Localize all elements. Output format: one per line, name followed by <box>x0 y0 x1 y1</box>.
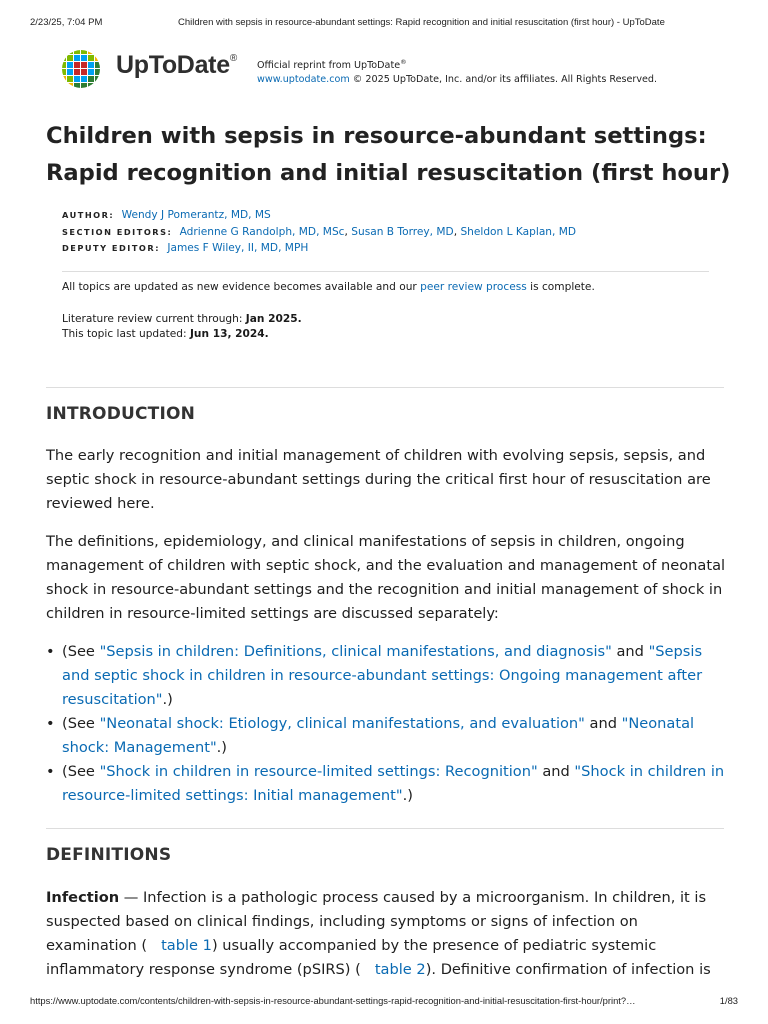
intro-paragraph-1: The early recognition and initial management of children with evolving sepsis, sepsis, and septic shock in resource-abundant settings during the critical first hour of resuscitation are reviewed here. <box>46 447 711 512</box>
literature-review-line <box>62 312 302 327</box>
reprint-line: Official reprint from UpToDate <box>257 60 401 72</box>
bullet-mid: and <box>611 643 649 660</box>
topic-link[interactable]: "Neonatal shock: Etiology, clinical manifestations, and evaluation" <box>99 715 585 732</box>
section-editor-link[interactable]: Adrienne G Randolph, MD, MSc <box>179 225 345 238</box>
topic-link[interactable]: "Sepsis and septic shock in children in resource-abundant settings: Ongoing management after resuscitation" <box>62 643 703 708</box>
infection-text: ) usually accompanied by the presence of pediatric systemic inflammatory response syndrome (pSIRS) ( <box>46 937 657 978</box>
definitions-heading: DEFINITIONS <box>46 845 172 865</box>
bullet-post: .) <box>216 739 228 756</box>
brand-name: UpToDate <box>116 51 230 79</box>
related-topics-list <box>46 640 726 808</box>
infection-term: Infection <box>46 889 120 906</box>
list-item <box>46 712 726 760</box>
uptodate-logo-icon <box>60 48 102 90</box>
section-editors-label: SECTION EDITORS: <box>62 226 173 237</box>
bullet-icon: • <box>46 715 55 732</box>
bullet-icon: • <box>46 643 55 660</box>
print-page-title: Children with sepsis in resource-abundant settings: Rapid recognition and initial resuscitation (first hour) - UpToDate <box>178 17 665 28</box>
author-block <box>62 207 576 257</box>
print-date: 2/23/25, 7:04 PM <box>30 17 103 28</box>
print-header <box>30 17 738 31</box>
infection-text: ). Definitive confirmation of infection is <box>425 961 711 978</box>
update-text-end: is complete. <box>526 281 595 293</box>
topic-link[interactable]: "Shock in children in resource-limited settings: Initial management" <box>62 763 725 804</box>
bullet-post: .) <box>162 691 173 708</box>
lit-value: Jan 2025. <box>245 313 302 325</box>
uptodate-site-link[interactable]: www.uptodate.com <box>257 74 350 86</box>
table-1-link[interactable]: table 1 <box>161 937 212 954</box>
author-label: AUTHOR: <box>62 210 115 220</box>
list-item <box>46 760 726 808</box>
update-notice <box>62 280 722 295</box>
last-updated-value: Jun 13, 2024. <box>189 328 269 340</box>
bullet-mid: and <box>537 763 575 780</box>
divider <box>46 828 724 829</box>
author-link[interactable]: Wendy J Pomerantz, MD, MS <box>121 209 271 221</box>
lit-label: Literature review current through: <box>62 313 246 325</box>
section-editors-row: SECTION EDITORS: Adrienne G Randolph, MD, MSc, Susan B Torrey, MD, Sheldon L Kaplan, MD <box>62 225 577 238</box>
peer-review-link[interactable]: peer review process <box>420 281 527 293</box>
table-2-link[interactable]: table 2 <box>374 961 426 978</box>
registered-mark: ® <box>229 53 237 64</box>
copyright-text: © 2025 UpToDate, Inc. and/or its affiliates. All Rights Reserved. <box>349 74 658 86</box>
last-updated-label: This topic last updated: <box>62 328 190 340</box>
intro-paragraph-2: The definitions, epidemiology, and clinical manifestations of sepsis in children, ongoing management of children with septic shock, and the evaluation and management of neonatal shock in resource-abundant settings and the recognition and initial management of shock in children in resource-limited settings are discussed separately: <box>46 533 726 622</box>
article-title: Children with sepsis in resource-abundant settings: Rapid recognition and initial resuscitation (first hour) <box>46 123 731 186</box>
topic-link[interactable]: "Neonatal shock: Management" <box>62 715 695 756</box>
bullet-pre: (See <box>62 763 100 780</box>
uptodate-wordmark <box>116 51 237 80</box>
bullet-post: .) <box>402 787 413 804</box>
infection-paragraph <box>46 886 726 982</box>
topic-link[interactable]: "Sepsis in children: Definitions, clinical manifestations, and diagnosis" <box>99 643 612 660</box>
last-updated-line <box>62 327 302 342</box>
infection-text: — Infection is a pathologic process caused by a microorganism. In children, it is suspected based on clinical findings, including symptoms or signs of infection on examination ( <box>46 889 707 954</box>
reprint-registered: ® <box>400 58 407 66</box>
bullet-pre: (See <box>62 715 100 732</box>
reprint-notice <box>257 55 657 87</box>
divider <box>46 387 724 388</box>
bullet-pre: (See <box>62 643 100 660</box>
author-row <box>62 207 576 224</box>
section-editor-link[interactable]: Susan B Torrey, MD <box>351 225 454 238</box>
list-item <box>46 640 726 712</box>
divider <box>62 271 709 272</box>
section-editor-link[interactable]: Sheldon L Kaplan, MD <box>460 225 577 238</box>
print-url: https://www.uptodate.com/contents/children-with-sepsis-in-resource-abundant-settings-rapid-recognition-and-initial-resuscitation-first-hour/print?… <box>30 995 636 1006</box>
deputy-editor-label: DEPUTY EDITOR: <box>62 243 160 254</box>
bullet-mid: and <box>584 715 622 732</box>
update-text: All topics are updated as new evidence becomes available and our <box>62 281 421 293</box>
review-dates <box>62 312 302 342</box>
introduction-heading: INTRODUCTION <box>46 404 196 424</box>
deputy-editor-row <box>62 240 576 257</box>
print-footer <box>30 995 738 1007</box>
brand-header <box>60 47 740 91</box>
topic-link[interactable]: "Shock in children in resource-limited settings: Recognition" <box>99 763 538 780</box>
deputy-editor-link[interactable]: James F Wiley, II, MD, MPH <box>167 242 309 255</box>
page-number: 1/83 <box>719 995 738 1006</box>
bullet-icon: • <box>46 763 55 780</box>
